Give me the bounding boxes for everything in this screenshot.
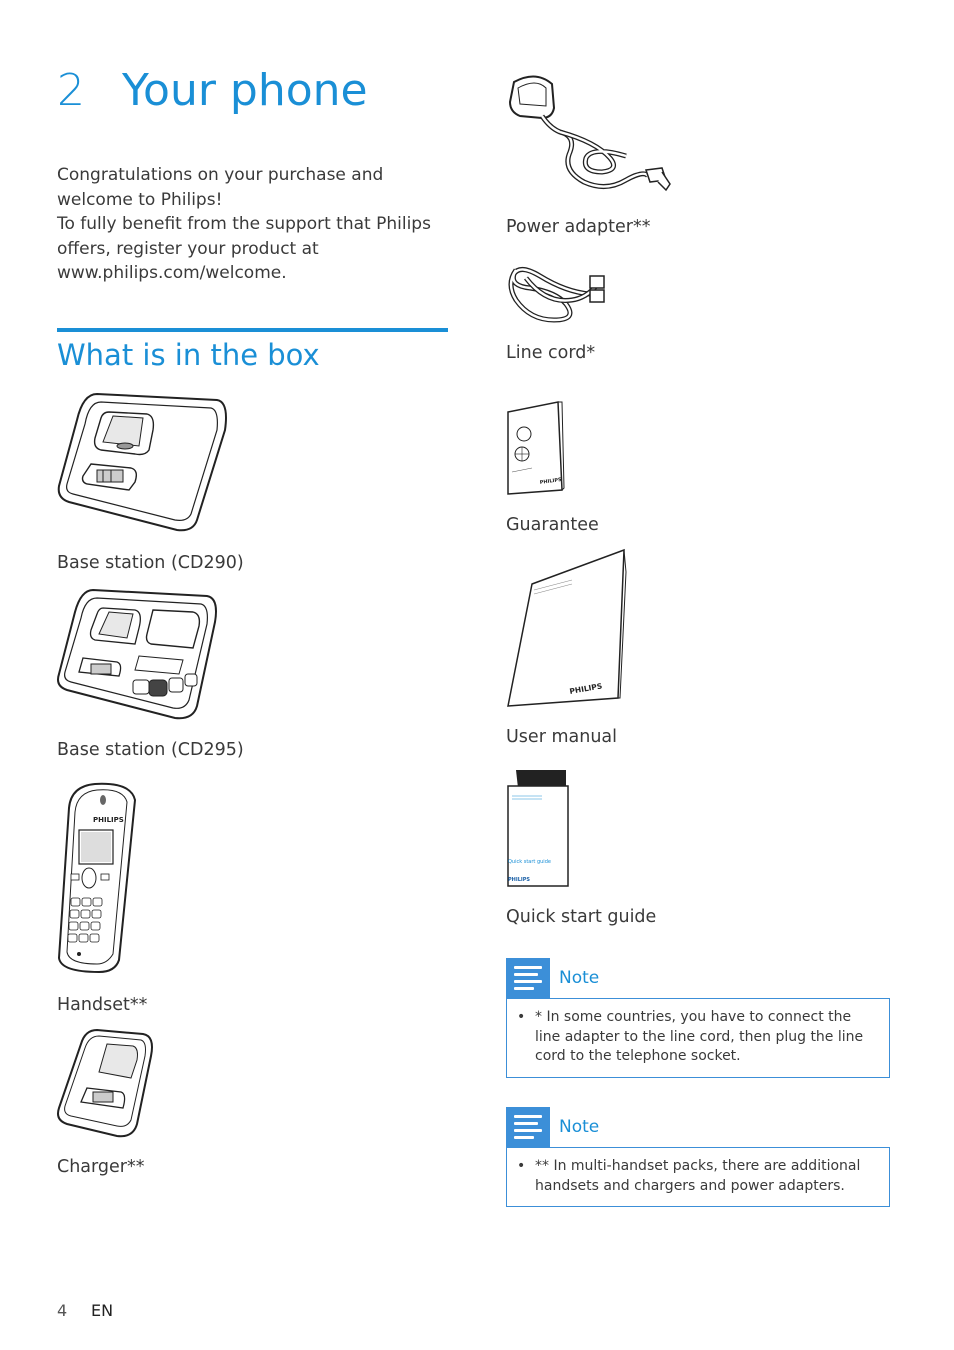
guarantee-image bbox=[506, 400, 564, 496]
language-code: EN bbox=[91, 1301, 114, 1320]
quick-start-cover-title: Quick start guide bbox=[508, 859, 551, 865]
quick-start-brand: PHILIPS bbox=[508, 877, 531, 883]
note-bullet: • bbox=[517, 1158, 526, 1174]
caption-power-adapter: Power adapter** bbox=[506, 217, 651, 237]
intro-line-1: Congratulations on your purchase and welcome to Philips! bbox=[57, 165, 384, 210]
guarantee-brand: PHILIPS bbox=[539, 476, 563, 486]
user-manual-brand: PHILIPS bbox=[568, 681, 603, 696]
note-icon bbox=[506, 958, 550, 998]
note-text: * In some countries, you have to connect the line adapter to the line cord, then plug the line cord to the telephone socket. bbox=[535, 1009, 864, 1064]
line-cord-image bbox=[506, 264, 610, 326]
chapter-title: Your phone bbox=[122, 65, 368, 116]
user-manual-image bbox=[506, 548, 630, 708]
chapter-number: 2 bbox=[57, 65, 85, 116]
intro-text bbox=[57, 163, 452, 286]
power-adapter-image bbox=[506, 72, 672, 198]
base-station-cd290-image bbox=[57, 390, 227, 535]
caption-base-station-cd295: Base station (CD295) bbox=[57, 740, 244, 760]
base-station-cd295-image bbox=[57, 588, 222, 723]
caption-base-station-cd290: Base station (CD290) bbox=[57, 553, 244, 573]
charger-image bbox=[57, 1028, 155, 1140]
quick-start-guide-image bbox=[506, 768, 570, 888]
page-number: 4 bbox=[57, 1301, 68, 1320]
caption-user-manual: User manual bbox=[506, 727, 617, 747]
intro-line-2: To fully benefit from the support that Philips offers, register your product at www.philips.com/welcome. bbox=[57, 214, 431, 284]
note-label: Note bbox=[559, 1117, 600, 1137]
caption-charger: Charger** bbox=[57, 1157, 145, 1177]
section-rule bbox=[57, 328, 448, 332]
note-icon bbox=[506, 1107, 550, 1147]
note-text: ** In multi-handset packs, there are additional handsets and chargers and power adapters. bbox=[535, 1158, 861, 1194]
caption-quick-start-guide: Quick start guide bbox=[506, 907, 657, 927]
note-label: Note bbox=[559, 968, 600, 988]
section-title: What is in the box bbox=[57, 338, 320, 372]
caption-line-cord: Line cord* bbox=[506, 343, 596, 363]
handset-image bbox=[57, 782, 137, 974]
note-box bbox=[506, 1147, 890, 1207]
handset-brand: PHILIPS bbox=[93, 816, 124, 824]
caption-handset: Handset** bbox=[57, 995, 148, 1015]
caption-guarantee: Guarantee bbox=[506, 515, 599, 535]
note-box bbox=[506, 998, 890, 1078]
note-bullet: • bbox=[517, 1009, 526, 1025]
